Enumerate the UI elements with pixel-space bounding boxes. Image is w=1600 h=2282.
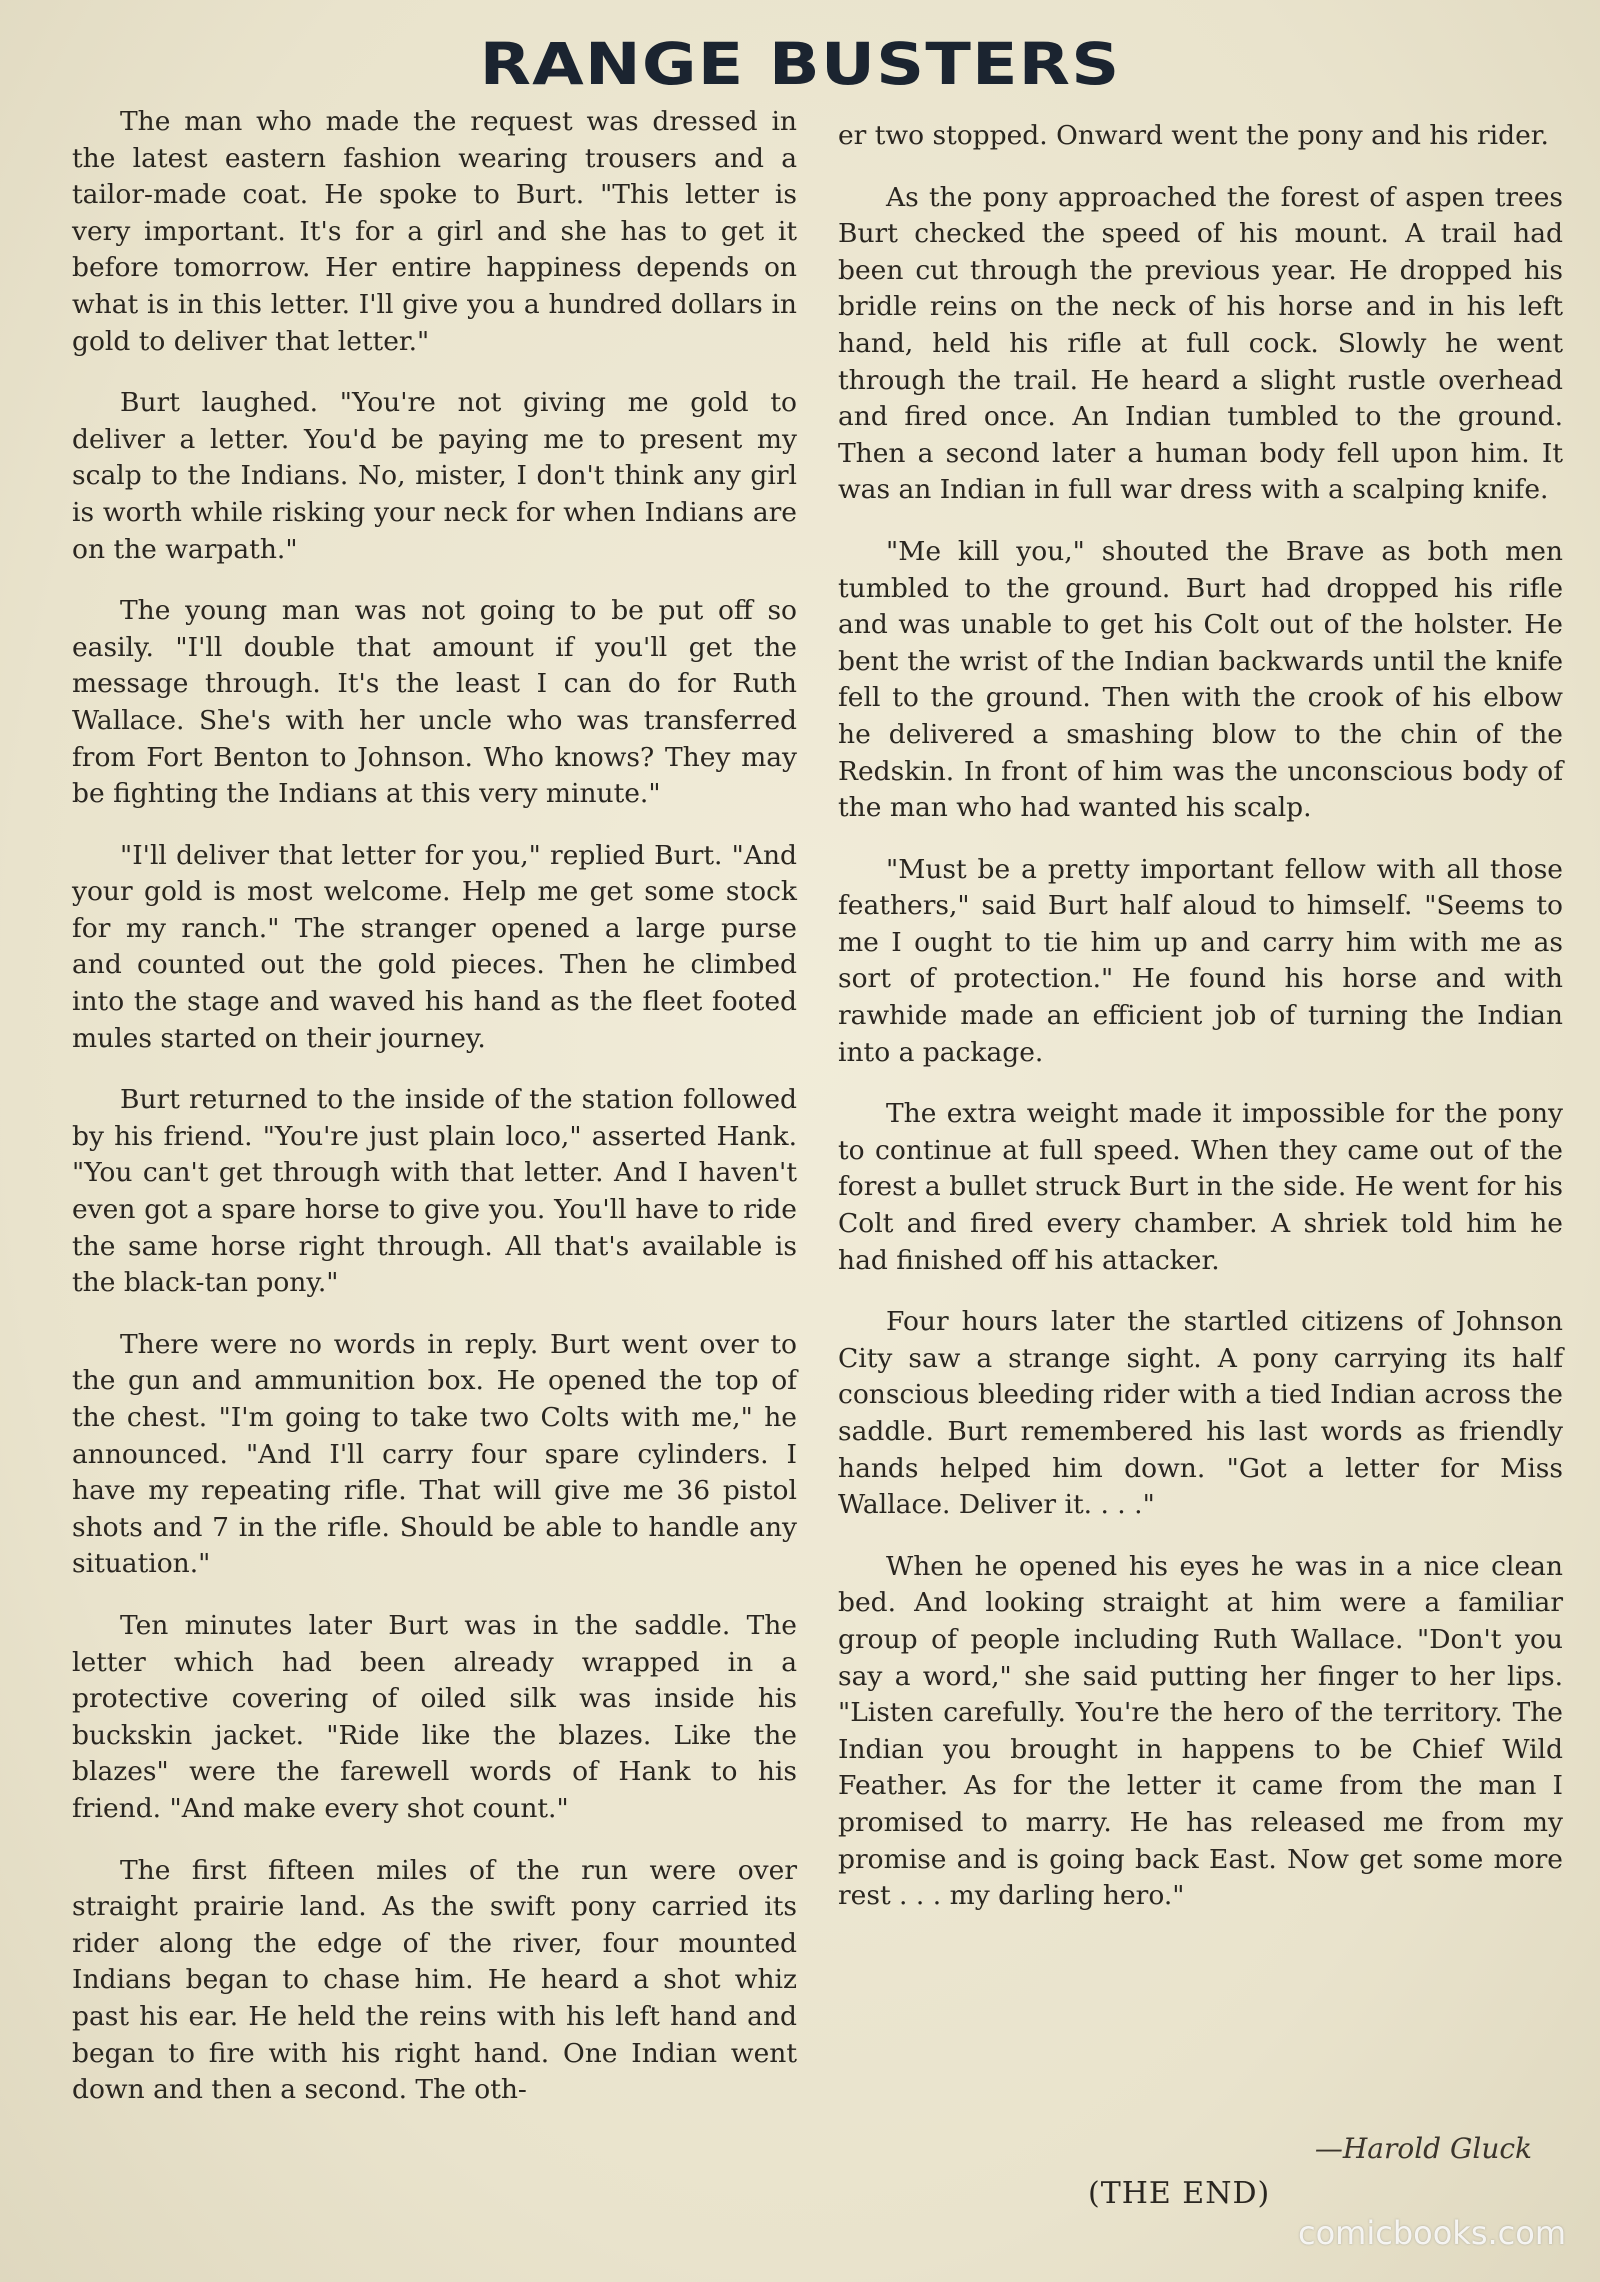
author-byline: —Harold Gluck (1314, 2132, 1532, 2165)
paragraph: The man who made the request was dressed in the latest eastern fashion wearing trousers and a tailor-made coat. He spoke to Burt. "This letter is very important. It's for a girl and she has to get it before tomorrow. Her entire happiness depends on what is in this letter. I'll give you a hundred dollars in gold to deliver that letter." (72, 106, 797, 357)
paragraph: Burt laughed. "You're not giving me gold to deliver a letter. You'd be paying me to present my scalp to the Indians. No, mister, I don't think any girl is worth while risking your neck for when Indians are on the warpath." (72, 387, 797, 565)
paragraph: Ten minutes later Burt was in the saddle. The letter which had been already wrapped in a protective covering of oiled silk was inside his buckskin jacket. "Ride like the blazes. Like the blazes" were the farewell words of Hank to his friend. "And make every shot count." (72, 1609, 797, 1824)
paragraph: As the pony approached the forest of aspen trees Burt checked the speed of his mount. A trail had been cut through the previous year. He dropped his bridle reins on the neck of his horse and in his left hand, held his rifle at full cock. Slowly he went through the trail. He heard a slight rustle overhead and fired once. An Indian tumbled to the ground. Then a second later a human body fell upon him. It was an Indian in full war dress with a scalping knife. (838, 181, 1563, 506)
paragraph: "Me kill you," shouted the Brave as both men tumbled to the ground. Burt had dropped his rifle and was unable to get his Colt out of the holster. He bent the wrist of the Indian backwards until the knife fell to the ground. Then with the crook of his elbow he delivered a smashing blow to the chin of the Redskin. In front of him was the unconscious body of the man who had wanted his scalp. (838, 535, 1563, 824)
left-column (72, 104, 797, 2134)
paragraph: "Must be a pretty important fellow with all those feathers," said Burt half aloud to himself. "Seems to me I ought to tie him up and carry him with me as sort of protection." He found his horse and with rawhide made an efficient job of turning the Indian into a package. (838, 853, 1563, 1068)
site-watermark: comicbooks.com (1297, 2214, 1566, 2252)
the-end-label: (THE END) (1088, 2176, 1271, 2211)
right-column (838, 118, 1563, 1940)
story-title: RANGE BUSTERS (479, 30, 1121, 98)
paragraph: The young man was not going to be put off so easily. "I'll double that amount if you'll get the message through. It's the least I can do for Ruth Wallace. She's with her uncle who was transferred from Fort Benton to Johnson. Who knows? They may be fighting the Indians at this very minute." (72, 595, 797, 810)
paragraph: There were no words in reply. Burt went over to the gun and ammunition box. He opened the top of the chest. "I'm going to take two Colts with me," he announced. "And I'll carry four spare cylinders. I have my repeating rifle. That will give me 36 pistol shots and 7 in the rifle. Should be able to handle any situation." (72, 1328, 797, 1580)
paragraph: The first fifteen miles of the run were over straight prairie land. As the swift pony carried its rider along the edge of the river, four mounted Indians began to chase him. He heard a shot whiz past his ear. He held the reins with his left hand and began to fire with his right hand. One Indian went down and then a second. The oth- (72, 1854, 797, 2106)
paragraph: er two stopped. Onward went the pony and his rider. (838, 120, 1549, 151)
paragraph: When he opened his eyes he was in a nice clean bed. And looking straight at him were a familiar group of people including Ruth Wallace. "Don't you say a word," she said putting her finger to her lips. "Listen carefully. You're the hero of the territory. The Indian you brought in happens to be Chief Wild Feather. As for the letter it came from the man I promised to marry. He has released me from my promise and is going back East. Now get some more rest . . . my darling hero." (838, 1550, 1563, 1912)
paragraph: "I'll deliver that letter for you," replied Burt. "And your gold is most welcome. Help me get some stock for my ranch." The stranger opened a large purse and counted out the gold pieces. Then he climbed into the stage and waved his hand as the fleet footed mules started on their journey. (72, 839, 797, 1054)
paragraph: Burt returned to the inside of the station followed by his friend. "You're just plain loco," asserted Hank. "You can't get through with that letter. And I haven't even got a spare horse to give you. You'll have to ride the same horse right through. All that's available is the black-tan pony." (72, 1084, 797, 1299)
paragraph: The extra weight made it impossible for the pony to continue at full speed. When they came out of the forest a bullet struck Burt in the side. He went for his Colt and fired every chamber. A shriek told him he had finished off his attacker. (838, 1098, 1563, 1276)
paragraph: Four hours later the startled citizens of Johnson City saw a strange sight. A pony carrying its half conscious bleeding rider with a tied Indian across the saddle. Burt remembered his last words as friendly hands helped him down. "Got a letter for Miss Wallace. Deliver it. . . ." (838, 1306, 1563, 1521)
